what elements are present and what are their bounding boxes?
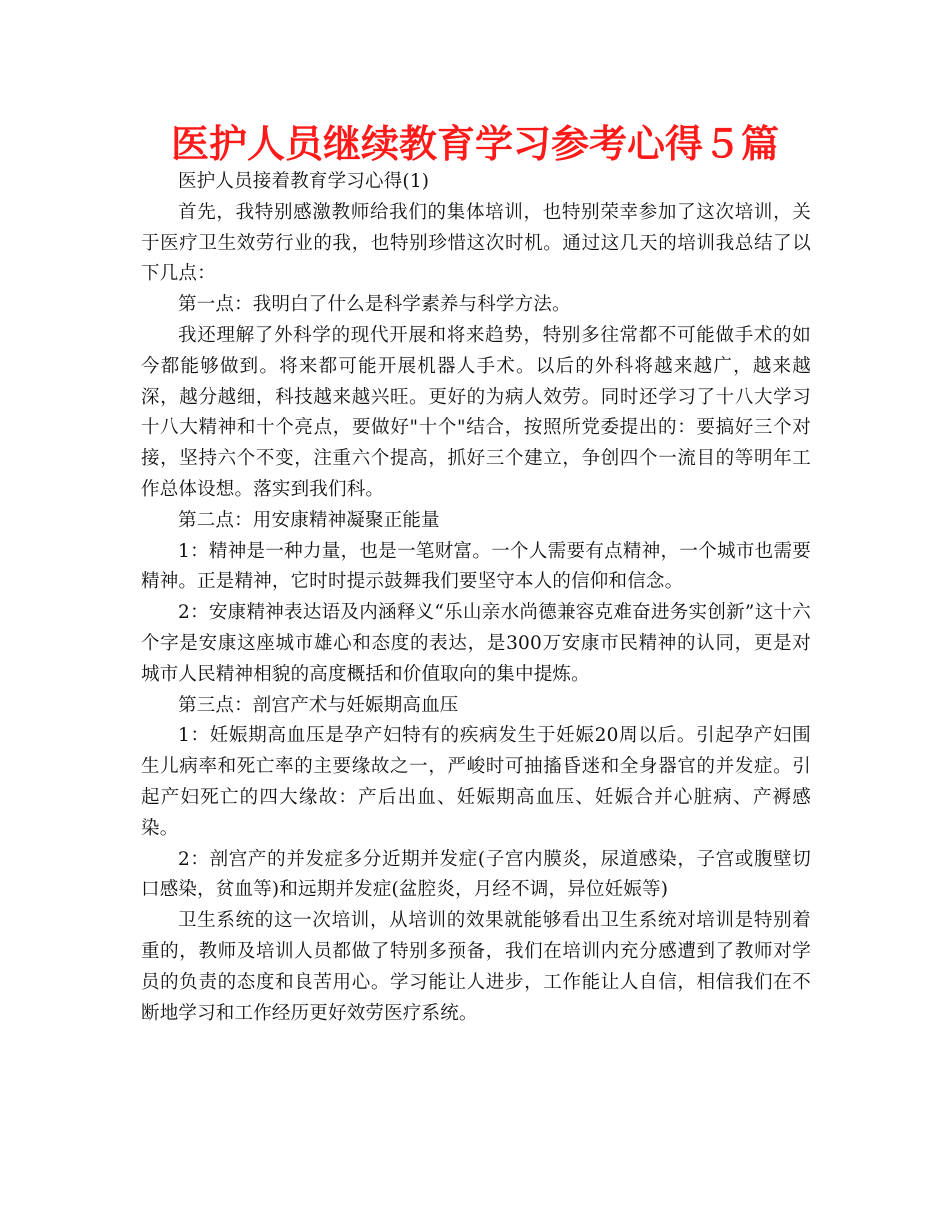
paragraph: 1：妊娠期高血压是孕产妇特有的疾病发生于妊娠20周以后。引起孕产妇围生儿病率和死亡率的主要缘故之一，严峻时可抽搐昏迷和全身器官的并发症。引起产妇死亡的四大缘故：产后出血、妊娠期高血压、妊娠合并心脏病、产褥感染。 <box>141 725 811 839</box>
paragraph: 我还理解了外科学的现代开展和将来趋势，特别多往常都不可能做手术的如今都能够做到。将来都可能开展机器人手术。以后的外科将越来越广，越来越深，越分越细，科技越来越兴旺。更好的为病人效劳。同时还学习了十八大学习十八大精神和十个亮点，要做好"十个"结合，按照所党委提出的：要搞好三个对接，坚持六个不变，注重六个提高，抓好三个建立，争创四个一流目的等明年工作总体设想。落实到我们科。 <box>141 324 811 500</box>
paragraph: 1：精神是一种力量，也是一笔财富。一个人需要有点精神，一个城市也需要精神。正是精神，它时时提示鼓舞我们要坚守本人的信仰和信念。 <box>141 540 811 593</box>
document-title: 医护人员继续教育学习参考心得５篇 <box>170 122 779 166</box>
point-heading: 第三点：剖宫产术与妊娠期高血压 <box>178 694 459 716</box>
point-heading: 第一点：我明白了什么是科学素养与科学方法。 <box>178 294 571 316</box>
document-body <box>141 167 811 1029</box>
paragraph: 2：剖宫产的并发症多分近期并发症(子宫内膜炎，尿道感染，子宫或腹壁切口感染，贫血等)和远期并发症(盆腔炎，月经不调，异位妊娠等) <box>141 848 811 901</box>
paragraph: 2：安康精神表达语及内涵释义“乐山亲水尚德兼容克难奋进务实创新”这十六个字是安康这座城市雄心和态度的表达，是300万安康市民精神的认同，更是对城市人民精神相貌的高度概括和价值取向的集中提炼。 <box>141 602 811 685</box>
paragraph: 首先，我特别感激教师给我们的集体培训，也特别荣幸参加了这次培训，关于医疗卫生效劳行业的我，也特别珍惜这次时机。通过这几天的培训我总结了以下几点： <box>141 201 811 285</box>
point-heading: 第二点：用安康精神凝聚正能量 <box>178 509 440 531</box>
section-subtitle: 医护人员接着教育学习心得(1) <box>178 171 430 192</box>
paragraph: 卫生系统的这一次培训，从培训的效果就能够看出卫生系统对培训是特别着重的，教师及培训人员都做了特别多预备，我们在培训内充分感遭到了教师对学员的负责的态度和良苦用心。学习能让人进步，工作能让人自信，相信我们在不断地学习和工作经历更好效劳医疗系统。 <box>141 910 811 1024</box>
